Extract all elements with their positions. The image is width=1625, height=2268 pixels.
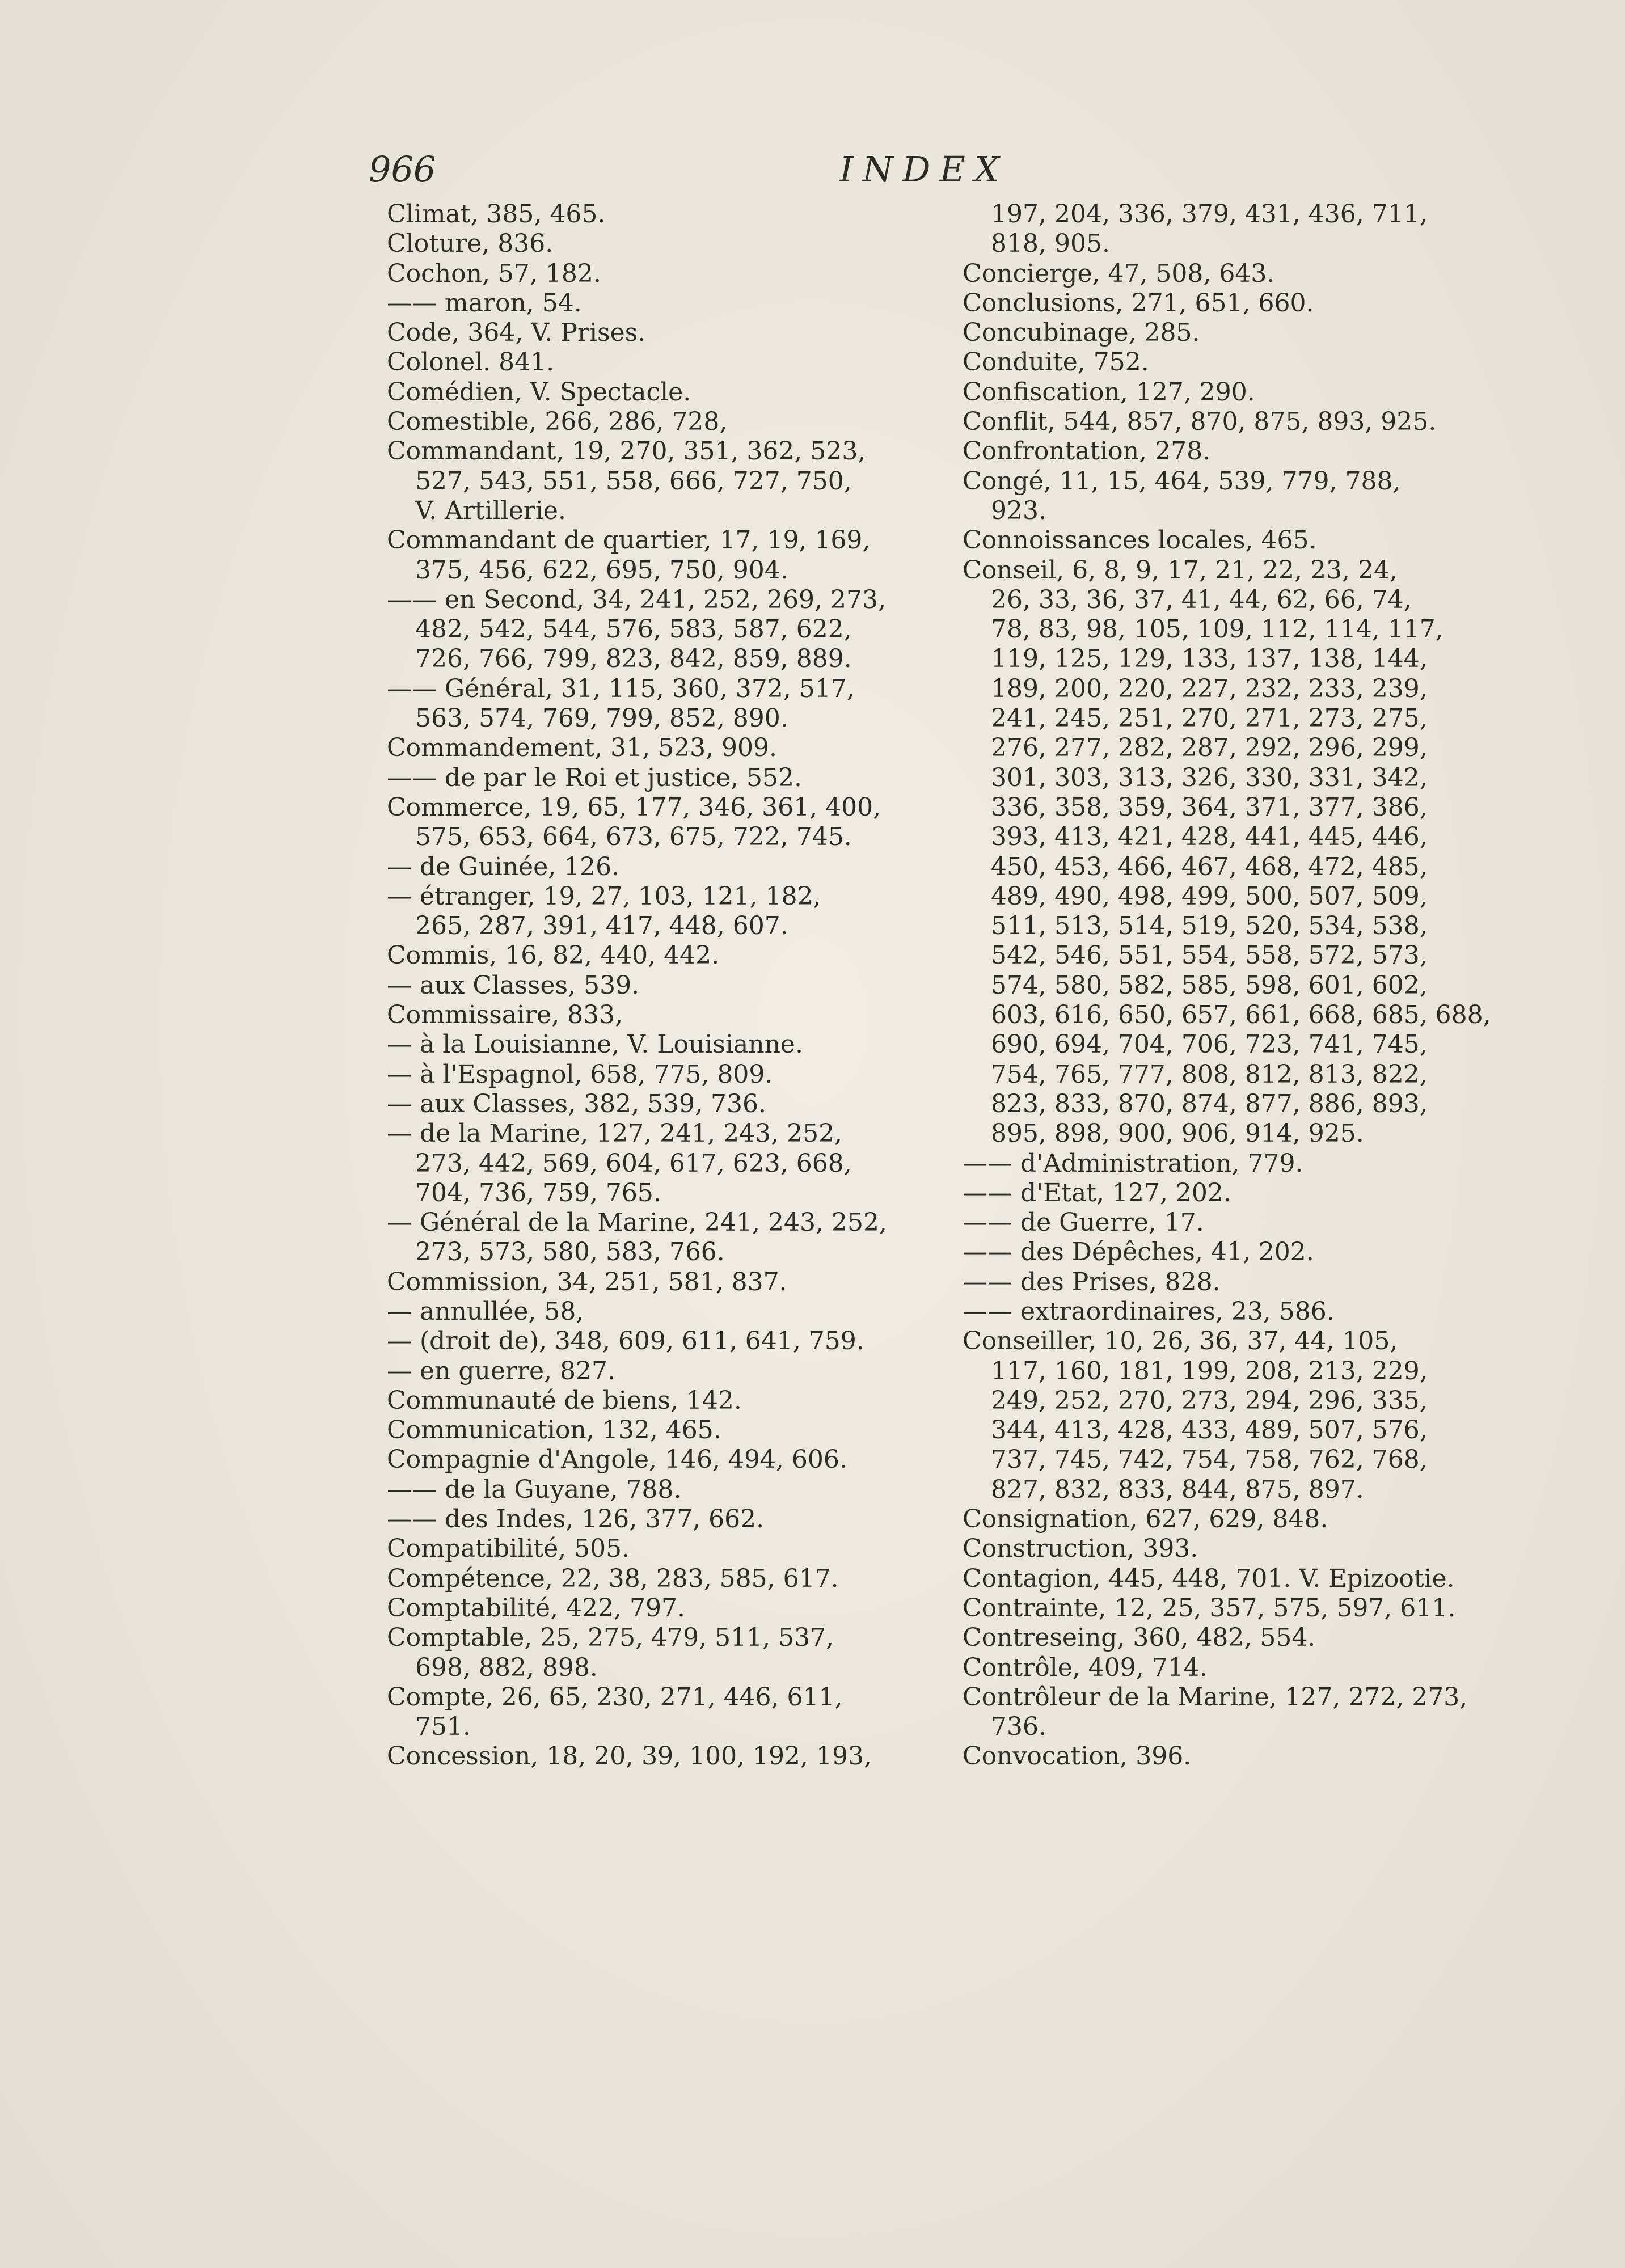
index-entry: Commandant, 19, 270, 351, 362, 523, bbox=[387, 437, 866, 466]
index-entry: Commandement, 31, 523, 909. bbox=[387, 733, 778, 763]
index-entry: 603, 616, 650, 657, 661, 668, 685, 688, bbox=[991, 1000, 1491, 1030]
index-entry: Colonel. 841. bbox=[387, 348, 555, 377]
index-entry: 119, 125, 129, 133, 137, 138, 144, bbox=[991, 644, 1428, 674]
index-entry: —— d'Administration, 779. bbox=[963, 1148, 1303, 1178]
index-entry: —— des Dépêches, 41, 202. bbox=[963, 1238, 1314, 1267]
index-entry: Cochon, 57, 182. bbox=[387, 259, 601, 288]
index-entry: Cloture, 836. bbox=[387, 229, 554, 259]
index-entry: 751. bbox=[415, 1712, 471, 1742]
index-entry: 575, 653, 664, 673, 675, 722, 745. bbox=[415, 822, 852, 852]
index-entry: 698, 882, 898. bbox=[415, 1653, 598, 1682]
index-entry: Compétence, 22, 38, 283, 585, 617. bbox=[387, 1564, 839, 1593]
index-entry: Comptable, 25, 275, 479, 511, 537, bbox=[387, 1623, 834, 1653]
index-entry: 574, 580, 582, 585, 598, 601, 602, bbox=[991, 970, 1428, 1000]
index-entry: — Général de la Marine, 241, 243, 252, bbox=[387, 1208, 887, 1238]
index-entry: — étranger, 19, 27, 103, 121, 182, bbox=[387, 881, 821, 911]
index-entry: 511, 513, 514, 519, 520, 534, 538, bbox=[991, 911, 1428, 941]
index-entry: —— d'Etat, 127, 202. bbox=[963, 1178, 1231, 1207]
index-entry: 249, 252, 270, 273, 294, 296, 335, bbox=[991, 1386, 1428, 1415]
index-entry: Concession, 18, 20, 39, 100, 192, 193, bbox=[387, 1742, 872, 1771]
index-entry: Comédien, V. Spectacle. bbox=[387, 377, 691, 407]
index-entry: 823, 833, 870, 874, 877, 886, 893, bbox=[991, 1089, 1428, 1118]
index-entry: 189, 200, 220, 227, 232, 233, 239, bbox=[991, 674, 1428, 703]
index-entry: —— maron, 54. bbox=[387, 288, 582, 318]
index-entry: Communication, 132, 465. bbox=[387, 1416, 721, 1445]
index-entry: 726, 766, 799, 823, 842, 859, 889. bbox=[415, 644, 852, 674]
index-entry: 344, 413, 428, 433, 489, 507, 576, bbox=[991, 1416, 1428, 1445]
index-entry: —— des Prises, 828. bbox=[963, 1267, 1221, 1296]
index-entry: Contrôleur de la Marine, 127, 272, 273, bbox=[963, 1682, 1468, 1712]
page-number: 966 bbox=[369, 149, 436, 190]
index-entry: Construction, 393. bbox=[963, 1534, 1198, 1564]
index-entry: — (droit de), 348, 609, 611, 641, 759. bbox=[387, 1327, 864, 1356]
index-entry: 375, 456, 622, 695, 750, 904. bbox=[415, 555, 788, 585]
index-entry: 563, 574, 769, 799, 852, 890. bbox=[415, 704, 788, 733]
index-entry: 276, 277, 282, 287, 292, 296, 299, bbox=[991, 733, 1428, 763]
index-entry: 737, 745, 742, 754, 758, 762, 768, bbox=[991, 1445, 1428, 1475]
index-entry: Contagion, 445, 448, 701. V. Epizootie. bbox=[963, 1564, 1455, 1593]
index-entry: 736. bbox=[991, 1712, 1046, 1742]
index-entry: Commissaire, 833, bbox=[387, 1000, 623, 1030]
index-entry: 690, 694, 704, 706, 723, 741, 745, bbox=[991, 1030, 1428, 1059]
index-entry: 542, 546, 551, 554, 558, 572, 573, bbox=[991, 941, 1428, 970]
index-entry: —— de Guerre, 17. bbox=[963, 1208, 1204, 1238]
index-entry: Confiscation, 127, 290. bbox=[963, 377, 1255, 407]
index-entry: 78, 83, 98, 105, 109, 112, 114, 117, bbox=[991, 615, 1443, 644]
index-entry: 827, 832, 833, 844, 875, 897. bbox=[991, 1475, 1364, 1504]
index-entry: Compte, 26, 65, 230, 271, 446, 611, bbox=[387, 1682, 843, 1712]
index-entry: 704, 736, 759, 765. bbox=[415, 1178, 661, 1207]
index-entry: — à l'Espagnol, 658, 775, 809. bbox=[387, 1059, 773, 1089]
index-entry: Conflit, 544, 857, 870, 875, 893, 925. bbox=[963, 407, 1437, 437]
index-entry: Commis, 16, 82, 440, 442. bbox=[387, 941, 720, 970]
index-entry: Commission, 34, 251, 581, 837. bbox=[387, 1267, 787, 1296]
index-entry: Congé, 11, 15, 464, 539, 779, 788, bbox=[963, 466, 1401, 496]
index-entry: 482, 542, 544, 576, 583, 587, 622, bbox=[415, 615, 852, 644]
index-entry: 393, 413, 421, 428, 441, 445, 446, bbox=[991, 822, 1428, 852]
index-entry: Contreseing, 360, 482, 554. bbox=[963, 1623, 1316, 1653]
index-entry: 489, 490, 498, 499, 500, 507, 509, bbox=[991, 881, 1428, 911]
index-entry: —— de par le Roi et justice, 552. bbox=[387, 763, 803, 792]
index-entry: Conduite, 752. bbox=[963, 348, 1149, 377]
index-entry: 241, 245, 251, 270, 271, 273, 275, bbox=[991, 704, 1428, 733]
index-entry: 527, 543, 551, 558, 666, 727, 750, bbox=[415, 466, 852, 496]
index-entry: 117, 160, 181, 199, 208, 213, 229, bbox=[991, 1356, 1428, 1386]
index-entry: Commandant de quartier, 17, 19, 169, bbox=[387, 526, 871, 555]
index-entry: —— en Second, 34, 241, 252, 269, 273, bbox=[387, 585, 886, 614]
index-entry: 301, 303, 313, 326, 330, 331, 342, bbox=[991, 763, 1428, 792]
index-entry: — de Guinée, 126. bbox=[387, 852, 620, 881]
index-entry: 273, 442, 569, 604, 617, 623, 668, bbox=[415, 1148, 852, 1178]
index-entry: 336, 358, 359, 364, 371, 377, 386, bbox=[991, 792, 1428, 822]
index-entry: Comptabilité, 422, 797. bbox=[387, 1593, 685, 1623]
index-entry: Connoissances locales, 465. bbox=[963, 526, 1317, 555]
index-entry: Contrainte, 12, 25, 357, 575, 597, 611. bbox=[963, 1593, 1456, 1623]
index-entry: —— de la Guyane, 788. bbox=[387, 1475, 682, 1504]
index-entry: Conclusions, 271, 651, 660. bbox=[963, 288, 1314, 318]
index-entry: Conseiller, 10, 26, 36, 37, 44, 105, bbox=[963, 1327, 1398, 1356]
index-entry: Convocation, 396. bbox=[963, 1742, 1192, 1771]
index-entry: Confrontation, 278. bbox=[963, 437, 1211, 466]
index-entry: — aux Classes, 382, 539, 736. bbox=[387, 1089, 766, 1118]
index-entry: 273, 573, 580, 583, 766. bbox=[415, 1238, 725, 1267]
index-entry: 754, 765, 777, 808, 812, 813, 822, bbox=[991, 1059, 1428, 1089]
index-entry: 818, 905. bbox=[991, 229, 1110, 259]
index-column-left bbox=[387, 200, 954, 1772]
index-entry: Compagnie d'Angole, 146, 494, 606. bbox=[387, 1445, 847, 1475]
index-entry: Communauté de biens, 142. bbox=[387, 1386, 742, 1415]
index-entry: 197, 204, 336, 379, 431, 436, 711, bbox=[991, 200, 1428, 229]
index-entry: Concubinage, 285. bbox=[963, 318, 1200, 348]
index-entry: — de la Marine, 127, 241, 243, 252, bbox=[387, 1119, 843, 1148]
index-entry: Comestible, 266, 286, 728, bbox=[387, 407, 728, 437]
index-entry: Code, 364, V. Prises. bbox=[387, 318, 646, 348]
index-entry: 265, 287, 391, 417, 448, 607. bbox=[415, 911, 788, 941]
index-column-right bbox=[963, 200, 1530, 1772]
index-entry: Concierge, 47, 508, 643. bbox=[963, 259, 1275, 288]
index-entry: —— des Indes, 126, 377, 662. bbox=[387, 1505, 765, 1534]
index-entry: Consignation, 627, 629, 848. bbox=[963, 1505, 1328, 1534]
index-entry: 895, 898, 900, 906, 914, 925. bbox=[991, 1119, 1364, 1148]
index-entry: V. Artillerie. bbox=[415, 496, 566, 525]
index-entry: Compatibilité, 505. bbox=[387, 1534, 630, 1564]
index-entry: — à la Louisianne, V. Louisianne. bbox=[387, 1030, 803, 1059]
index-entry: Contrôle, 409, 714. bbox=[963, 1653, 1208, 1682]
index-entry: 923. bbox=[991, 496, 1046, 525]
index-entry: 26, 33, 36, 37, 41, 44, 62, 66, 74, bbox=[991, 585, 1412, 614]
page-header bbox=[369, 149, 1078, 194]
index-entry: 450, 453, 466, 467, 468, 472, 485, bbox=[991, 852, 1428, 881]
index-entry: — en guerre, 827. bbox=[387, 1356, 615, 1386]
index-entry: — aux Classes, 539. bbox=[387, 970, 640, 1000]
running-title: INDEX bbox=[839, 149, 1008, 190]
index-entry: —— extraordinaires, 23, 586. bbox=[963, 1296, 1335, 1326]
index-entry: — annullée, 58, bbox=[387, 1296, 584, 1326]
index-entry: Conseil, 6, 8, 9, 17, 21, 22, 23, 24, bbox=[963, 555, 1398, 585]
index-entry: Climat, 385, 465. bbox=[387, 200, 606, 229]
index-entry: —— Général, 31, 115, 360, 372, 517, bbox=[387, 674, 855, 703]
index-entry: Commerce, 19, 65, 177, 346, 361, 400, bbox=[387, 792, 881, 822]
